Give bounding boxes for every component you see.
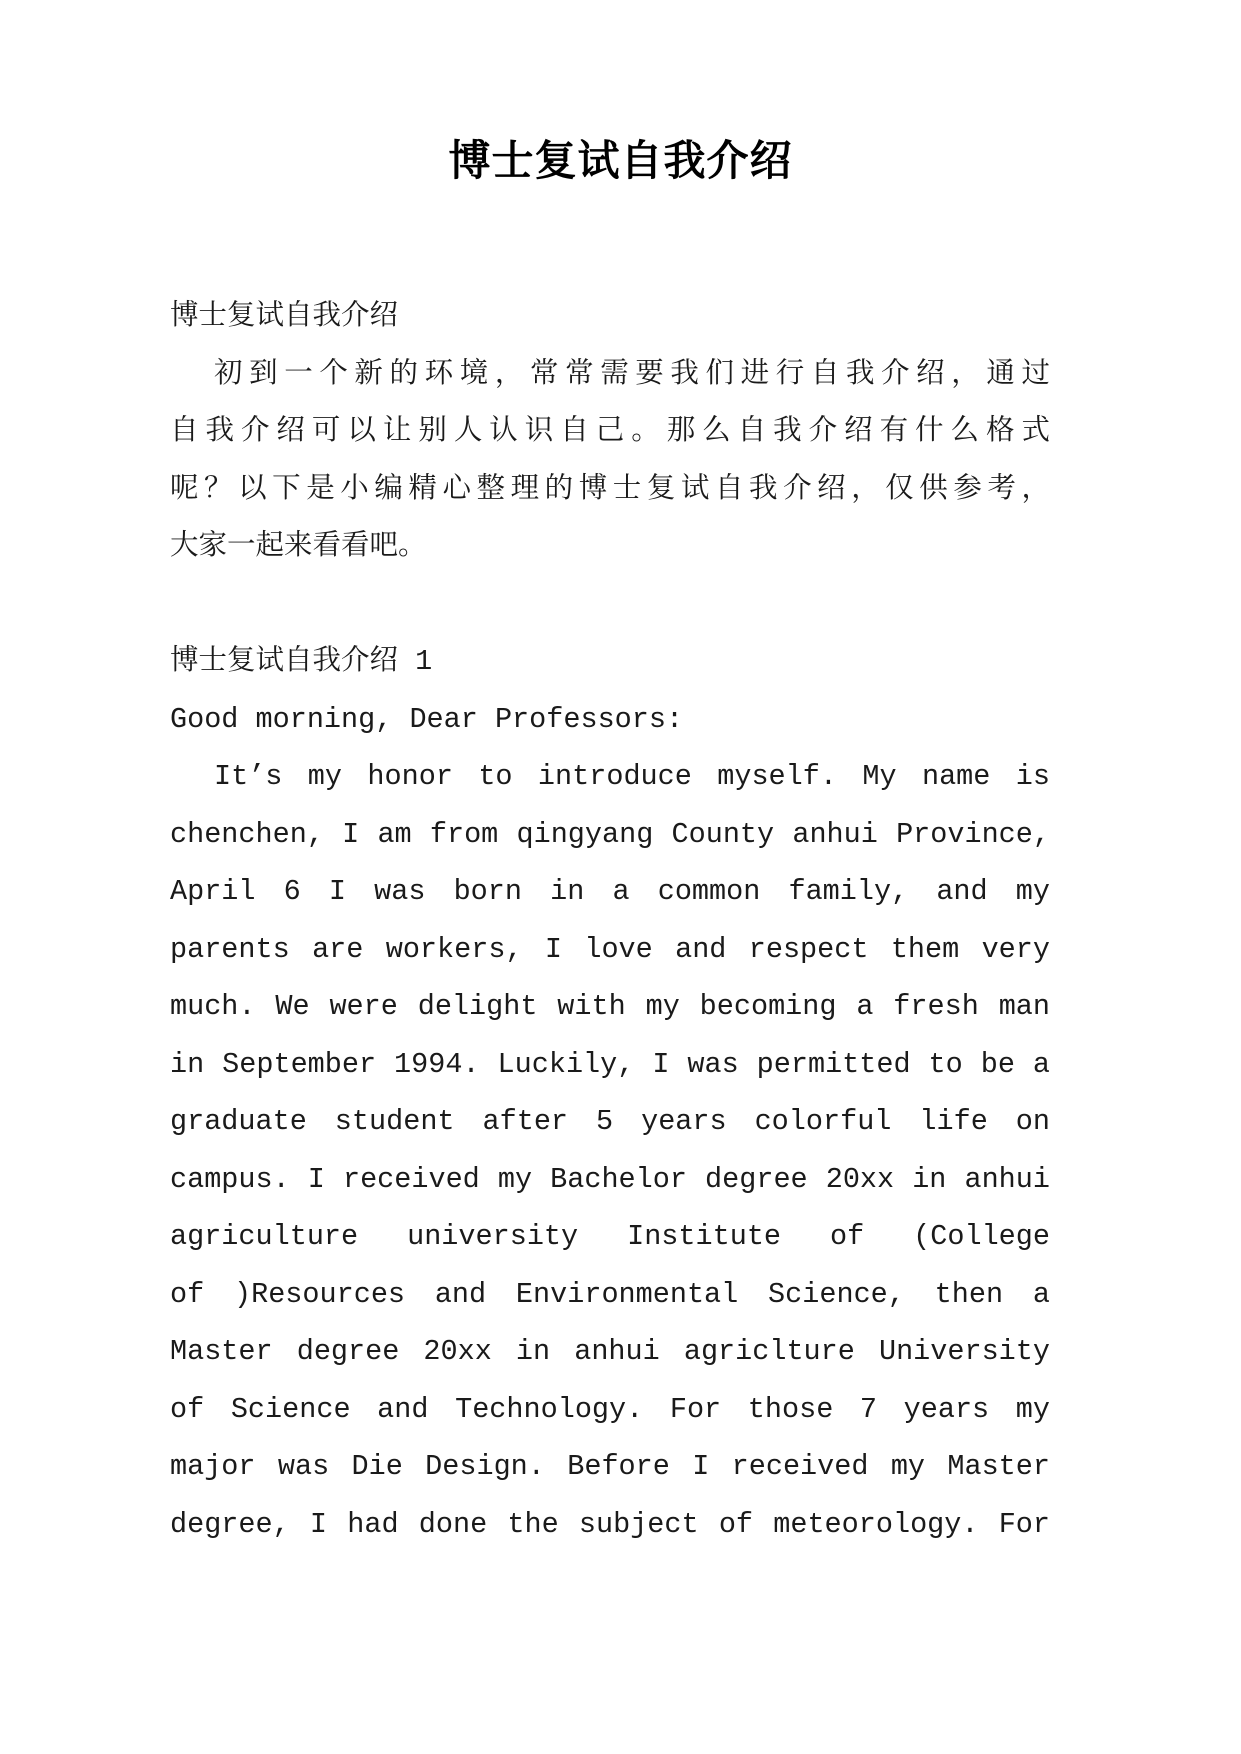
body-line: April 6 I was born in a common family, and my xyxy=(170,875,1050,908)
document-title: 博士复试自我介绍 xyxy=(448,139,793,185)
body-paragraph xyxy=(170,748,1050,1553)
intro-paragraph xyxy=(170,346,1050,576)
body-line: of Science and Technology. For those 7 years my xyxy=(170,1392,1050,1426)
body-line: of )Resources and Environmental Science, then a xyxy=(170,1277,1050,1311)
document-body xyxy=(170,288,1050,1553)
body-line: much. We were delight with my becoming a fresh man xyxy=(170,990,1050,1023)
intro-line: 呢？以下是小编精心整理的博士复试自我介绍，仅供参考， xyxy=(170,472,1050,506)
body-line: major was Die Design. Before I received my Master xyxy=(170,1450,1050,1483)
intro-line: 自我介绍可以让别人认识自己。那么自我介绍有什么格式 xyxy=(170,415,1050,448)
body-line: It’s my honor to introduce myself. My name is xyxy=(214,760,1050,793)
intro-line: 大家一起来看看吧。 xyxy=(170,530,427,563)
salutation-line: Good morning, Dear Professors: xyxy=(170,702,684,736)
document-subtitle: 博士复试自我介绍 xyxy=(170,300,399,333)
blank-line xyxy=(170,576,1050,634)
body-line: parents are workers, I love and respect them very xyxy=(170,932,1050,966)
body-line: agriculture university Institute of (College xyxy=(170,1220,1050,1253)
intro-line: 初到一个新的环境，常常需要我们进行自我介绍，通过 xyxy=(214,357,1050,391)
body-line: degree, I had done the subject of meteorology. For xyxy=(170,1507,1050,1541)
body-line: campus. I received my Bachelor degree 20xx in anhui xyxy=(170,1162,1050,1196)
body-line: in September 1994. Luckily, I was permitted to be a xyxy=(170,1047,1050,1081)
body-line: Master degree 20xx in anhui agriclture University xyxy=(170,1335,1050,1368)
body-line: chenchen, I am from qingyang County anhui Province, xyxy=(170,817,1050,851)
section-heading: 博士复试自我介绍 1 xyxy=(170,645,433,678)
body-line: graduate student after 5 years colorful life on xyxy=(170,1105,1050,1138)
